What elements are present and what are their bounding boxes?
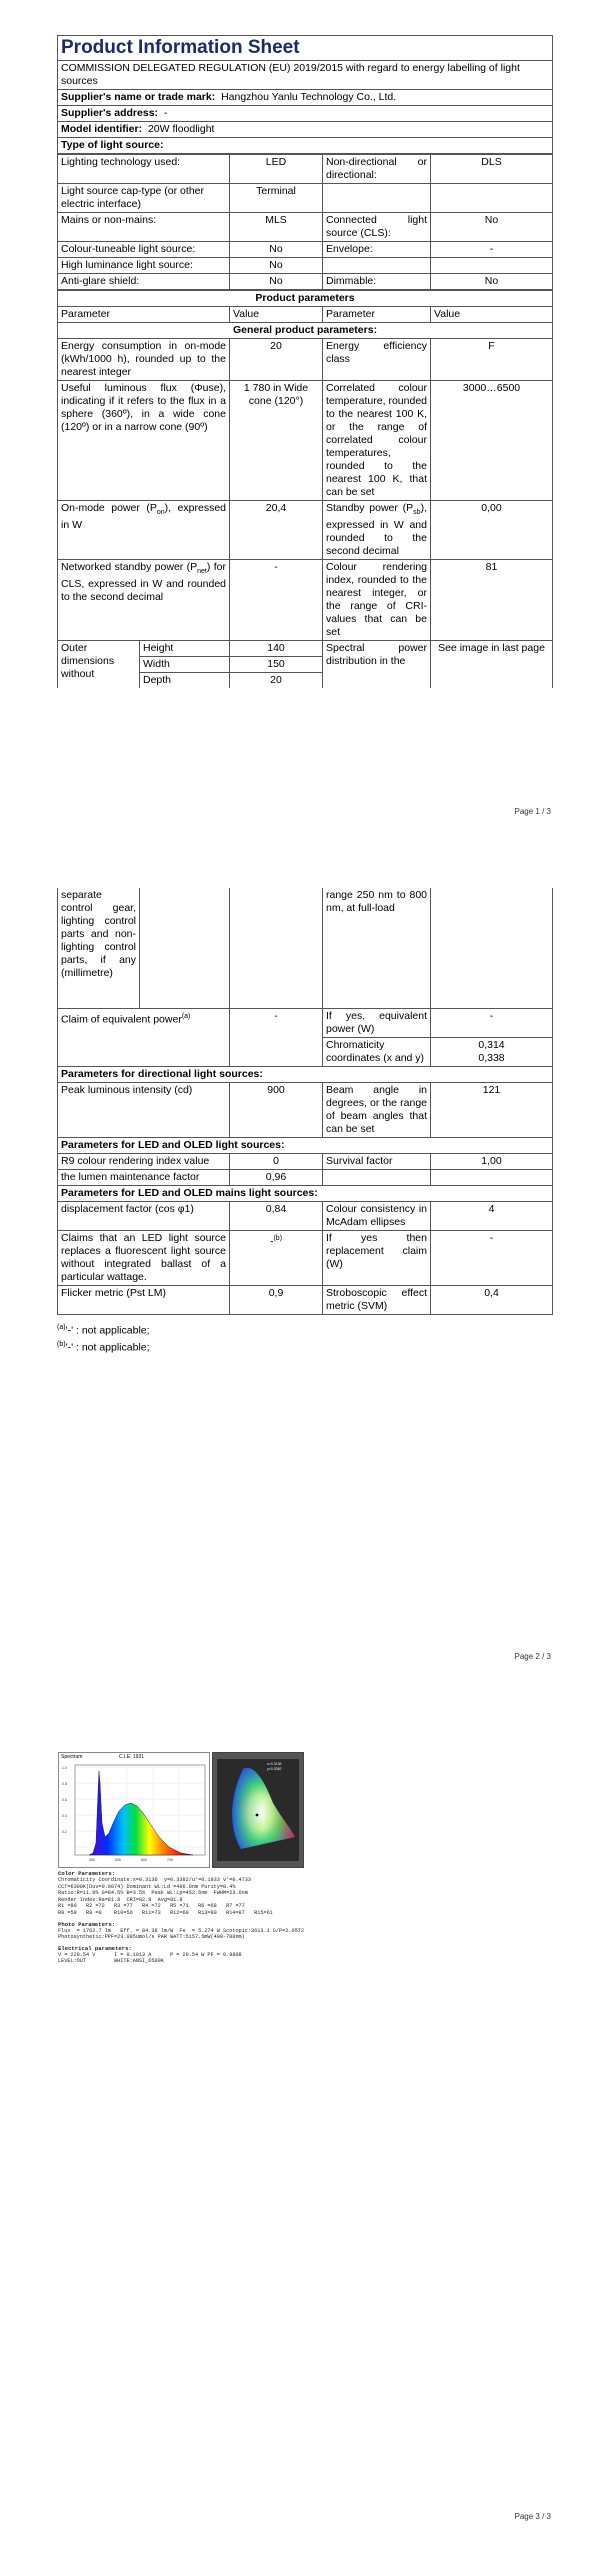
supplier-value: Hangzhou Yanlu Technology Co., Ltd. (221, 91, 397, 103)
type-row (58, 155, 553, 184)
type-cell-label: Non-directional or directional: (323, 155, 431, 184)
footnotes (57, 1321, 552, 1354)
eeclass-label: Energy efficiency class (323, 339, 431, 381)
params-row (58, 381, 553, 501)
width-label: Width (140, 657, 230, 673)
type-cell-label: Light source cap-type (or other electric interface) (58, 184, 230, 213)
address-row (58, 106, 553, 122)
supplier-row (58, 90, 553, 106)
cie-graph (213, 1753, 303, 1867)
type-cell-label: Dimmable: (323, 274, 431, 290)
type-cell-value: No (230, 242, 323, 258)
product-parameters-heading: Product parameters (58, 291, 553, 307)
params-row (58, 1202, 553, 1231)
spectrum-chart (58, 1752, 210, 1868)
params-row (58, 641, 553, 657)
lumen-label: the lumen maintenance factor (58, 1170, 230, 1186)
onmode-label: On-mode power $(P_{on})$, expressed in W (58, 501, 230, 560)
energy-value: 20 (230, 339, 323, 381)
photo-parameters-title: Photo Parameters: (58, 1920, 116, 1928)
type-row (58, 258, 553, 274)
params-row (58, 1170, 553, 1186)
params-row (58, 1083, 553, 1138)
cri-value: 81 (431, 560, 553, 641)
general-parameters-heading: General product parameters: (58, 323, 553, 339)
svg-text:0.2: 0.2 (62, 1830, 67, 1834)
type-cell-label: Colour-tuneable light source: (58, 242, 230, 258)
r9-value: 0 (230, 1154, 323, 1170)
spectrum-label: Spectrum (61, 1754, 83, 1760)
svg-text:y=0.3382: y=0.3382 (267, 1767, 282, 1771)
onmode-value: 20,4 (230, 501, 323, 560)
height-label: Height (140, 641, 230, 657)
type-cell-value: MLS (230, 213, 323, 242)
led-heading: Parameters for LED and OLED light sources: (58, 1138, 553, 1154)
chroma-label: Chromaticity coordinates (x and y) (323, 1038, 431, 1067)
disp-value: 0,84 (230, 1202, 323, 1231)
networked-label: Networked standby power $(P_{net})$ for CLS, expressed in W and rounded to the second decimal (58, 560, 230, 641)
page-2 (0, 855, 603, 1710)
page-1 (0, 0, 603, 855)
survival-label: Survival factor (323, 1154, 431, 1170)
type-cell-value (431, 184, 553, 213)
energy-label: Energy consumption in on-mode (kWh/1000 h), rounded up to the nearest integer (58, 339, 230, 381)
type-cell-label: Mains or non-mains: (58, 213, 230, 242)
survival-value: 1,00 (431, 1154, 553, 1170)
cie-diagram (212, 1752, 304, 1868)
claims-label: Claims that an LED light source replaces a fluorescent light source without integrated ballast of a particular wattage. (58, 1231, 230, 1286)
page-number: Page 3 / 3 (514, 2512, 551, 2521)
spd-label: range 250 nm to 800 nm, at full-load (323, 888, 431, 1009)
r9-label: R9 colour rendering index value (58, 1154, 230, 1170)
beam-value: 121 (431, 1083, 553, 1138)
svm-value: 0,4 (431, 1286, 553, 1315)
type-cell-value (431, 258, 553, 274)
peak-label: Peak luminous intensity (cd) (58, 1083, 230, 1138)
cct-label: Correlated colour temperature, rounded to the nearest 100 K, or the range of correlated colour temperatures, rounded to the nearest 100 K, that can be set (323, 381, 431, 501)
col-parameter: Parameter (58, 307, 230, 323)
svg-text:600: 600 (141, 1858, 147, 1862)
info-table-header (57, 35, 553, 154)
svg-text:700: 700 (167, 1858, 173, 1862)
sheet-title: Product Information Sheet (58, 36, 553, 61)
type-row (58, 274, 553, 290)
flicker-value: 0,9 (230, 1286, 323, 1315)
type-cell-label: Anti-glare shield: (58, 274, 230, 290)
ifyes-value: - (431, 1009, 553, 1038)
col-parameter: Parameter (323, 307, 431, 323)
ifyes-label: If yes, equivalent power (W) (323, 1009, 431, 1038)
electrical-parameters-title: Electrical parameters: (58, 1944, 132, 1952)
depth-value: 20 (230, 673, 323, 689)
svg-text:500: 500 (115, 1858, 121, 1862)
spd-value: See image in last page (431, 641, 553, 689)
networked-value: - (230, 560, 323, 641)
type-cell-value: No (230, 258, 323, 274)
params-row (58, 560, 553, 641)
footnote-a: $^{(a)}$'-' : not applicable; (57, 1324, 150, 1337)
svg-text:x=0.3136: x=0.3136 (267, 1762, 282, 1766)
page-number: Page 2 / 3 (514, 1652, 551, 1661)
model-value: 20W floodlight (147, 123, 215, 135)
type-cell-label: Lighting technology used: (58, 155, 230, 184)
type-cell-value: LED (230, 155, 323, 184)
col-value: Value (230, 307, 323, 323)
spd-label: Spectral power distribution in the (323, 641, 431, 689)
type-cell-value: - (431, 242, 553, 258)
spectrum-graph (59, 1753, 209, 1867)
equiv-label: Claim of equivalent power$^{(a)}$ (58, 1009, 230, 1067)
mcadam-label: Colour consistency in McAdam ellipses (323, 1202, 431, 1231)
params-row (58, 501, 553, 560)
color-parameters-text: Chromaticity Coordinate:x=0.3136 y=0.3382/u'=0.1933 v'=0.4733 CCT=6300K(Duv=0.0074) Dominant WL:Ld =496.8nm Purity=8.4% Ratio:R=11.9% G=84.5% B=3.5% Peak WL:Lp=452.6nm FWHM=23.6nm Render Index:Ra=81.8 CRI=82.9 Avg=81.8 R1 =80 R2 =72 R3 =77 R4 =72 R5 =71 R6 =68 R7 =77 R8 =59 R9 =0 R10=56 R11=73 R12=60 R13=80 R14=87 R15=61 (58, 1877, 273, 1916)
svg-text:0.8: 0.8 (62, 1782, 67, 1786)
type-row (58, 184, 553, 213)
type-cell-label (323, 258, 431, 274)
type-cell-label: High luminance light source: (58, 258, 230, 274)
report-text (58, 1870, 518, 1965)
replace-label: If yes then replacement claim (W) (323, 1231, 431, 1286)
outer-dimensions-label: Outer dimensions without (58, 641, 140, 689)
depth-label: Depth (140, 673, 230, 689)
mains-heading: Parameters for LED and OLED mains light sources: (58, 1186, 553, 1202)
flux-label: Useful luminous flux (Φuse), indicating if it refers to the flux in a sphere (360º), in a wide cone (120º) or in a narrow cone (90º) (58, 381, 230, 501)
svg-text:0.4: 0.4 (62, 1814, 67, 1818)
type-cell-value: Terminal (230, 184, 323, 213)
claims-value: -$^{(b)}$ (230, 1231, 323, 1286)
photo-parameters-text: Flux = 1762.7 lm Eff. = 84.38 lm/W Fe = 5.274 W Scotopic:3613.1 S/P=2.0572 Photosynthetic:PPF=23.095umol/s PAR WATT:5157.5mW(400-700nm) (58, 1927, 304, 1941)
params-row (58, 339, 553, 381)
standby-value: 0,00 (431, 501, 553, 560)
chroma-value: 0,314 0,338 (431, 1038, 553, 1067)
cct-value: 3000…6500 (431, 381, 553, 501)
address-label: Supplier's address: (61, 107, 159, 119)
params-row (58, 1154, 553, 1170)
params-row (58, 1286, 553, 1315)
type-cell-value: No (431, 274, 553, 290)
mcadam-value: 4 (431, 1202, 553, 1231)
flux-value: 1 780 in Wide cone (120°) (230, 381, 323, 501)
params-row (58, 888, 553, 1009)
type-cell-value: DLS (431, 155, 553, 184)
params-row (58, 1009, 553, 1038)
color-parameters-title: Color Parameters: (58, 1870, 116, 1877)
svg-text:1.0: 1.0 (62, 1766, 67, 1770)
supplier-label: Supplier's name or trade mark: (61, 91, 216, 103)
spectrum-cie-label: C.I.E. 1931 (119, 1754, 145, 1760)
model-row (58, 122, 553, 138)
type-cell-value: No (431, 213, 553, 242)
regulation-text: COMMISSION DELEGATED REGULATION (EU) 2019/2015 with regard to energy labelling of light sources (58, 61, 553, 90)
height-value: 140 (230, 641, 323, 657)
standby-label: Standby power $(P_{sb})$, expressed in W and rounded to the second decimal (323, 501, 431, 560)
footnote-b: $^{(b)}$'-' : not applicable; (57, 1340, 150, 1353)
type-label: Type of light source: (58, 138, 553, 154)
outer-dimensions-label: separate control gear, lighting control parts and non-lighting control parts, if any (millimetre) (58, 888, 140, 1009)
type-table (57, 154, 553, 290)
lumen-value: 0,96 (230, 1170, 323, 1186)
params-row (58, 1231, 553, 1286)
page-number: Page 1 / 3 (514, 807, 551, 816)
address-value: - (163, 107, 168, 119)
type-row (58, 242, 553, 258)
disp-label: displacement factor (cos φ1) (58, 1202, 230, 1231)
type-row (58, 213, 553, 242)
electrical-parameters-text: V = 220.54 V I = 0.1013 A P = 20.54 W PF = 0.9808 LEVEL:OUT WHITE:ANSI_6500K (58, 1951, 242, 1965)
type-cell-label: Envelope: (323, 242, 431, 258)
flicker-label: Flicker metric (Pst LM) (58, 1286, 230, 1315)
replace-value: - (431, 1231, 553, 1286)
model-label: Model identifier: (61, 123, 143, 135)
directional-heading: Parameters for directional light sources: (58, 1067, 553, 1083)
equiv-value: - (230, 1009, 323, 1067)
type-cell-value: No (230, 274, 323, 290)
svm-label: Stroboscopic effect metric (SVM) (323, 1286, 431, 1315)
page-3 (0, 1710, 603, 2560)
width-value: 150 (230, 657, 323, 673)
params-table (57, 290, 553, 688)
peak-value: 900 (230, 1083, 323, 1138)
type-cell-label: Connected light source (CLS): (323, 213, 431, 242)
beam-label: Beam angle in degrees, or the range of beam angles that can be set (323, 1083, 431, 1138)
svg-text:400: 400 (89, 1858, 95, 1862)
eeclass-value: F (431, 339, 553, 381)
params-table-continued (57, 888, 553, 1315)
cri-label: Colour rendering index, rounded to the nearest integer, or the range of CRI-values that can be set (323, 560, 431, 641)
col-value: Value (431, 307, 553, 323)
svg-text:0.6: 0.6 (62, 1798, 67, 1802)
params-header-row (58, 307, 553, 323)
type-cell-label (323, 184, 431, 213)
